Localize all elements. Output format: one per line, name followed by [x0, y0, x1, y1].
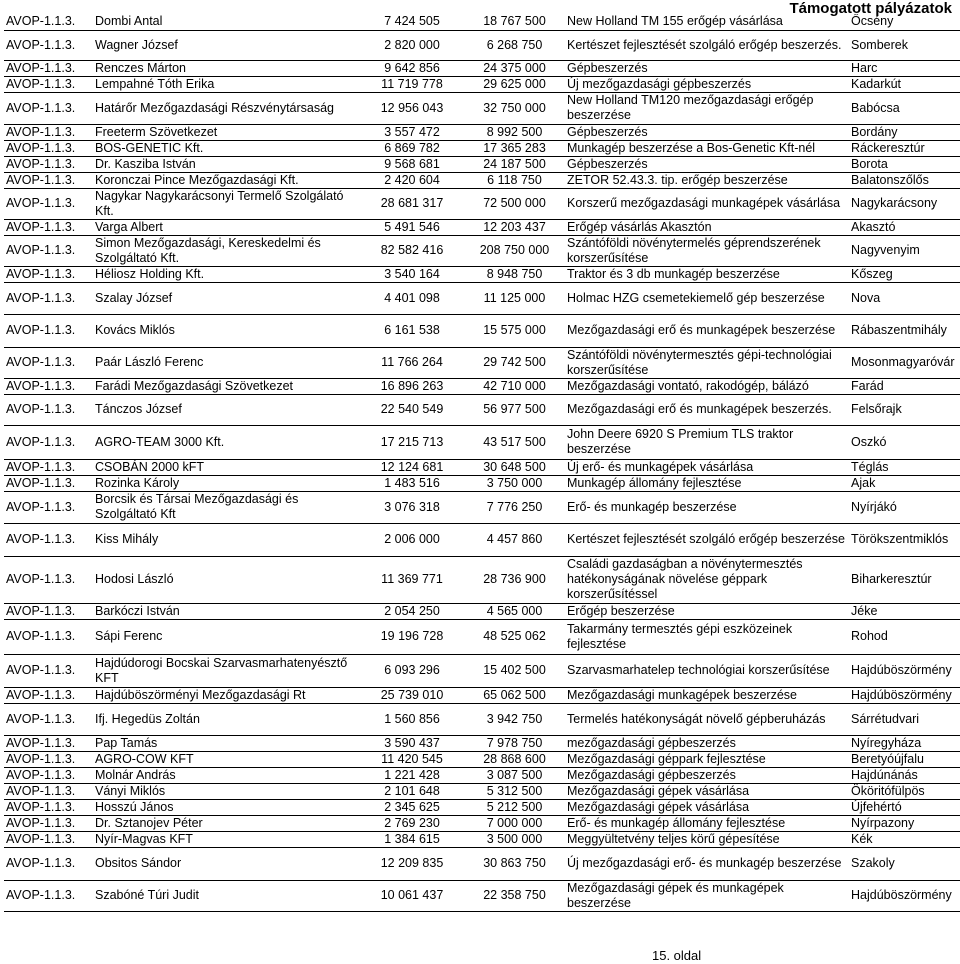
table-row	[4, 124, 960, 140]
settlement-cell: Ököritófülpös	[849, 783, 960, 799]
beneficiary-name-cell: Héliosz Holding Kft.	[93, 266, 360, 282]
settlement-cell: Jéke	[849, 603, 960, 619]
program-code-cell: AVOP-1.1.3.	[4, 394, 93, 425]
project-description-cell: Meggyültetvény teljes körű gépesítése	[565, 831, 849, 847]
eligible-cost-cell: 12 956 043	[360, 92, 464, 124]
table-row	[4, 783, 960, 799]
eligible-cost-cell: 11 369 771	[360, 556, 464, 603]
beneficiary-name-cell: Koronczai Pince Mezőgazdasági Kft.	[93, 172, 360, 188]
project-description-cell: Szántóföldi növénytermesztés gépi-technológiai korszerűsítése	[565, 347, 849, 378]
program-code-cell: AVOP-1.1.3.	[4, 60, 93, 76]
eligible-cost-cell: 10 061 437	[360, 880, 464, 911]
settlement-cell: Őcsény	[849, 14, 960, 30]
beneficiary-name-cell: Tánczos József	[93, 394, 360, 425]
grant-amount-cell: 7 000 000	[464, 815, 565, 831]
project-description-cell: Szarvasmarhatelep technológiai korszerűsítése	[565, 654, 849, 687]
settlement-cell: Szakoly	[849, 847, 960, 880]
eligible-cost-cell: 25 739 010	[360, 687, 464, 703]
table-row	[4, 235, 960, 266]
program-code-cell: AVOP-1.1.3.	[4, 603, 93, 619]
grant-amount-cell: 4 457 860	[464, 523, 565, 556]
beneficiary-name-cell: Dombi Antal	[93, 14, 360, 30]
eligible-cost-cell: 3 557 472	[360, 124, 464, 140]
settlement-cell: Farád	[849, 378, 960, 394]
project-description-cell: Gépbeszerzés	[565, 60, 849, 76]
beneficiary-name-cell: Sápi Ferenc	[93, 619, 360, 654]
grant-amount-cell: 7 978 750	[464, 735, 565, 751]
program-code-cell: AVOP-1.1.3.	[4, 188, 93, 219]
beneficiary-name-cell: Obsitos Sándor	[93, 847, 360, 880]
settlement-cell: Balatonszőlős	[849, 172, 960, 188]
settlement-cell: Kék	[849, 831, 960, 847]
program-code-cell: AVOP-1.1.3.	[4, 347, 93, 378]
table-row	[4, 266, 960, 282]
settlement-cell: Babócsa	[849, 92, 960, 124]
beneficiary-name-cell: Ványi Miklós	[93, 783, 360, 799]
project-description-cell: John Deere 6920 S Premium TLS traktor beszerzése	[565, 425, 849, 459]
grant-amount-cell: 42 710 000	[464, 378, 565, 394]
project-description-cell: Mezőgazdasági vontató, rakodógép, bálázó	[565, 378, 849, 394]
project-description-cell: Mezőgazdasági gépek vásárlása	[565, 783, 849, 799]
grant-amount-cell: 30 648 500	[464, 459, 565, 475]
eligible-cost-cell: 1 221 428	[360, 767, 464, 783]
project-description-cell: Új mezőgazdasági gépbeszerzés	[565, 76, 849, 92]
project-description-cell: Mezőgazdasági erő és munkagépek beszerzés.	[565, 394, 849, 425]
settlement-cell: Törökszentmiklós	[849, 523, 960, 556]
grant-amount-cell: 3 942 750	[464, 703, 565, 735]
table-row	[4, 459, 960, 475]
eligible-cost-cell: 28 681 317	[360, 188, 464, 219]
eligible-cost-cell: 19 196 728	[360, 619, 464, 654]
table-row	[4, 603, 960, 619]
beneficiary-name-cell: Kiss Mihály	[93, 523, 360, 556]
project-description-cell: Munkagép beszerzése a Bos-Genetic Kft-nél	[565, 140, 849, 156]
project-description-cell: New Holland TM120 mezőgazdasági erőgép beszerzése	[565, 92, 849, 124]
project-description-cell: Erő- és munkagép beszerzése	[565, 491, 849, 523]
project-description-cell: Mezőgazdasági gépek és munkagépek beszerzése	[565, 880, 849, 911]
project-description-cell: Mezőgazdasági gépbeszerzés	[565, 767, 849, 783]
program-code-cell: AVOP-1.1.3.	[4, 172, 93, 188]
table-row	[4, 523, 960, 556]
program-code-cell: AVOP-1.1.3.	[4, 767, 93, 783]
eligible-cost-cell: 16 896 263	[360, 378, 464, 394]
eligible-cost-cell: 3 540 164	[360, 266, 464, 282]
table-row	[4, 76, 960, 92]
settlement-cell: Rohod	[849, 619, 960, 654]
table-row	[4, 687, 960, 703]
table-row	[4, 703, 960, 735]
project-description-cell: ZETOR 52.43.3. tip. erőgép beszerzése	[565, 172, 849, 188]
program-code-cell: AVOP-1.1.3.	[4, 523, 93, 556]
settlement-cell: Ráckeresztúr	[849, 140, 960, 156]
table-row	[4, 880, 960, 911]
project-description-cell: mezőgazdasági gépbeszerzés	[565, 735, 849, 751]
table-row	[4, 831, 960, 847]
grant-amount-cell: 3 750 000	[464, 475, 565, 491]
project-description-cell: Mezőgazdasági gépek vásárlása	[565, 799, 849, 815]
program-code-cell: AVOP-1.1.3.	[4, 687, 93, 703]
project-description-cell: Termelés hatékonyságát növelő gépberuházás	[565, 703, 849, 735]
program-code-cell: AVOP-1.1.3.	[4, 556, 93, 603]
project-description-cell: Mezőgazdasági erő és munkagépek beszerzése	[565, 314, 849, 347]
project-description-cell: Új erő- és munkagépek vásárlása	[565, 459, 849, 475]
project-description-cell: Erőgép vásárlás Akasztón	[565, 219, 849, 235]
beneficiary-name-cell: Szabóné Túri Judit	[93, 880, 360, 911]
beneficiary-name-cell: BOS-GENETIC Kft.	[93, 140, 360, 156]
table-row	[4, 378, 960, 394]
grant-amount-cell: 4 565 000	[464, 603, 565, 619]
beneficiary-name-cell: Ifj. Hegedüs Zoltán	[93, 703, 360, 735]
grant-amount-cell: 8 948 750	[464, 266, 565, 282]
grant-amount-cell: 3 500 000	[464, 831, 565, 847]
grant-amount-cell: 18 767 500	[464, 14, 565, 30]
grant-amount-cell: 8 992 500	[464, 124, 565, 140]
project-description-cell: Holmac HZG csemetekiemelő gép beszerzése	[565, 282, 849, 314]
beneficiary-name-cell: Rozinka Károly	[93, 475, 360, 491]
beneficiary-name-cell: Lempahné Tóth Erika	[93, 76, 360, 92]
grant-amount-cell: 5 212 500	[464, 799, 565, 815]
settlement-cell: Bordány	[849, 124, 960, 140]
program-code-cell: AVOP-1.1.3.	[4, 140, 93, 156]
table-row	[4, 475, 960, 491]
table-row	[4, 735, 960, 751]
settlement-cell: Ajak	[849, 475, 960, 491]
beneficiary-name-cell: Molnár András	[93, 767, 360, 783]
grant-amount-cell: 22 358 750	[464, 880, 565, 911]
table-row	[4, 847, 960, 880]
eligible-cost-cell: 3 590 437	[360, 735, 464, 751]
grant-amount-cell: 5 312 500	[464, 783, 565, 799]
beneficiary-name-cell: Farádi Mezőgazdasági Szövetkezet	[93, 378, 360, 394]
settlement-cell: Hajdúböszörmény	[849, 687, 960, 703]
beneficiary-name-cell: Dr. Sztanojev Péter	[93, 815, 360, 831]
eligible-cost-cell: 12 209 835	[360, 847, 464, 880]
table-row	[4, 14, 960, 30]
program-code-cell: AVOP-1.1.3.	[4, 880, 93, 911]
program-code-cell: AVOP-1.1.3.	[4, 815, 93, 831]
eligible-cost-cell: 3 076 318	[360, 491, 464, 523]
eligible-cost-cell: 11 719 778	[360, 76, 464, 92]
settlement-cell: Somberek	[849, 30, 960, 60]
project-description-cell: New Holland TM 155 erőgép vásárlása	[565, 14, 849, 30]
table-row	[4, 156, 960, 172]
project-description-cell: Kertészet fejlesztését szolgáló erőgép beszerzése	[565, 523, 849, 556]
program-code-cell: AVOP-1.1.3.	[4, 124, 93, 140]
beneficiary-name-cell: Hajdúdorogi Bocskai Szarvasmarhatenyésztő KFT	[93, 654, 360, 687]
program-code-cell: AVOP-1.1.3.	[4, 314, 93, 347]
project-description-cell: Kertészet fejlesztését szolgáló erőgép beszerzés.	[565, 30, 849, 60]
settlement-cell: Nyírjákó	[849, 491, 960, 523]
program-code-cell: AVOP-1.1.3.	[4, 235, 93, 266]
settlement-cell: Oszkó	[849, 425, 960, 459]
beneficiary-name-cell: Barkóczi István	[93, 603, 360, 619]
project-description-cell: Munkagép állomány fejlesztése	[565, 475, 849, 491]
settlement-cell: Akasztó	[849, 219, 960, 235]
program-code-cell: AVOP-1.1.3.	[4, 831, 93, 847]
beneficiary-name-cell: Hodosi László	[93, 556, 360, 603]
beneficiary-name-cell: Hajdúböszörményi Mezőgazdasági Rt	[93, 687, 360, 703]
table-row	[4, 347, 960, 378]
project-description-cell: Gépbeszerzés	[565, 124, 849, 140]
grant-amount-cell: 32 750 000	[464, 92, 565, 124]
beneficiary-name-cell: AGRO-TEAM 3000 Kft.	[93, 425, 360, 459]
grant-amount-cell: 43 517 500	[464, 425, 565, 459]
grant-amount-cell: 48 525 062	[464, 619, 565, 654]
project-description-cell: Mezőgazdasági munkagépek beszerzése	[565, 687, 849, 703]
settlement-cell: Nagykarácsony	[849, 188, 960, 219]
table-row	[4, 799, 960, 815]
eligible-cost-cell: 4 401 098	[360, 282, 464, 314]
grant-amount-cell: 30 863 750	[464, 847, 565, 880]
table-row	[4, 188, 960, 219]
program-code-cell: AVOP-1.1.3.	[4, 475, 93, 491]
eligible-cost-cell: 11 420 545	[360, 751, 464, 767]
settlement-cell: Hajdúböszörmény	[849, 654, 960, 687]
program-code-cell: AVOP-1.1.3.	[4, 156, 93, 172]
eligible-cost-cell: 2 769 230	[360, 815, 464, 831]
beneficiary-name-cell: Kovács Miklós	[93, 314, 360, 347]
grant-amount-cell: 56 977 500	[464, 394, 565, 425]
project-description-cell: Gépbeszerzés	[565, 156, 849, 172]
program-code-cell: AVOP-1.1.3.	[4, 282, 93, 314]
grant-amount-cell: 15 402 500	[464, 654, 565, 687]
beneficiary-name-cell: AGRO-COW KFT	[93, 751, 360, 767]
beneficiary-name-cell: Borcsik és Társai Mezőgazdasági és Szolgáltató Kft	[93, 491, 360, 523]
grant-amount-cell: 15 575 000	[464, 314, 565, 347]
program-code-cell: AVOP-1.1.3.	[4, 76, 93, 92]
beneficiary-name-cell: Határőr Mezőgazdasági Részvénytársaság	[93, 92, 360, 124]
table-row	[4, 282, 960, 314]
table-row	[4, 425, 960, 459]
table-row	[4, 219, 960, 235]
grant-amount-cell: 24 375 000	[464, 60, 565, 76]
settlement-cell: Újfehértó	[849, 799, 960, 815]
program-code-cell: AVOP-1.1.3.	[4, 847, 93, 880]
settlement-cell: Téglás	[849, 459, 960, 475]
table-row	[4, 654, 960, 687]
program-code-cell: AVOP-1.1.3.	[4, 491, 93, 523]
grant-amount-cell: 28 736 900	[464, 556, 565, 603]
beneficiary-name-cell: Hosszú János	[93, 799, 360, 815]
project-description-cell: Erő- és munkagép állomány fejlesztése	[565, 815, 849, 831]
settlement-cell: Kőszeg	[849, 266, 960, 282]
project-description-cell: Családi gazdaságban a növénytermesztés hatékonyságának növelése géppark korszerűsítéssel	[565, 556, 849, 603]
eligible-cost-cell: 82 582 416	[360, 235, 464, 266]
table-row	[4, 491, 960, 523]
grant-amount-cell: 11 125 000	[464, 282, 565, 314]
table-row	[4, 172, 960, 188]
grant-amount-cell: 208 750 000	[464, 235, 565, 266]
eligible-cost-cell: 12 124 681	[360, 459, 464, 475]
settlement-cell: Felsőrajk	[849, 394, 960, 425]
page-number: 15. oldal	[652, 948, 702, 963]
beneficiary-name-cell: Szalay József	[93, 282, 360, 314]
settlement-cell: Mosonmagyaróvár	[849, 347, 960, 378]
table-row	[4, 751, 960, 767]
project-description-cell: Traktor és 3 db munkagép beszerzése	[565, 266, 849, 282]
table-row	[4, 314, 960, 347]
settlement-cell: Nagyvenyim	[849, 235, 960, 266]
program-code-cell: AVOP-1.1.3.	[4, 703, 93, 735]
beneficiary-name-cell: Wagner József	[93, 30, 360, 60]
table-row	[4, 140, 960, 156]
program-code-cell: AVOP-1.1.3.	[4, 735, 93, 751]
project-description-cell: Erőgép beszerzése	[565, 603, 849, 619]
eligible-cost-cell: 6 161 538	[360, 314, 464, 347]
settlement-cell: Rábaszentmihály	[849, 314, 960, 347]
grant-amount-cell: 12 203 437	[464, 219, 565, 235]
grant-amount-cell: 65 062 500	[464, 687, 565, 703]
settlement-cell: Sárrétudvari	[849, 703, 960, 735]
project-description-cell: Szántóföldi növénytermelés géprendszerének korszerűsítése	[565, 235, 849, 266]
eligible-cost-cell: 2 054 250	[360, 603, 464, 619]
eligible-cost-cell: 9 642 856	[360, 60, 464, 76]
grant-amount-cell: 6 118 750	[464, 172, 565, 188]
settlement-cell: Hajdúböszörmény	[849, 880, 960, 911]
beneficiary-name-cell: Nyír-Magvas KFT	[93, 831, 360, 847]
grant-amount-cell: 3 087 500	[464, 767, 565, 783]
eligible-cost-cell: 6 093 296	[360, 654, 464, 687]
grant-amount-cell: 17 365 283	[464, 140, 565, 156]
grant-amount-cell: 72 500 000	[464, 188, 565, 219]
table-row	[4, 619, 960, 654]
grant-amount-cell: 29 625 000	[464, 76, 565, 92]
grant-amount-cell: 29 742 500	[464, 347, 565, 378]
beneficiary-name-cell: Varga Albert	[93, 219, 360, 235]
eligible-cost-cell: 2 820 000	[360, 30, 464, 60]
page-title: Támogatott pályázatok	[789, 0, 952, 17]
beneficiary-name-cell: Nagykar Nagykarácsonyi Termelő Szolgálató Kft.	[93, 188, 360, 219]
eligible-cost-cell: 1 483 516	[360, 475, 464, 491]
grant-amount-cell: 28 868 600	[464, 751, 565, 767]
settlement-cell: Nova	[849, 282, 960, 314]
program-code-cell: AVOP-1.1.3.	[4, 378, 93, 394]
program-code-cell: AVOP-1.1.3.	[4, 92, 93, 124]
table-row	[4, 92, 960, 124]
program-code-cell: AVOP-1.1.3.	[4, 219, 93, 235]
program-code-cell: AVOP-1.1.3.	[4, 14, 93, 30]
eligible-cost-cell: 5 491 546	[360, 219, 464, 235]
settlement-cell: Beretyóújfalu	[849, 751, 960, 767]
settlement-cell: Harc	[849, 60, 960, 76]
eligible-cost-cell: 11 766 264	[360, 347, 464, 378]
settlement-cell: Hajdúnánás	[849, 767, 960, 783]
table-row	[4, 767, 960, 783]
table-row	[4, 815, 960, 831]
program-code-cell: AVOP-1.1.3.	[4, 425, 93, 459]
eligible-cost-cell: 22 540 549	[360, 394, 464, 425]
eligible-cost-cell: 9 568 681	[360, 156, 464, 172]
beneficiary-name-cell: CSOBÁN 2000 kFT	[93, 459, 360, 475]
grants-table	[4, 14, 960, 912]
program-code-cell: AVOP-1.1.3.	[4, 799, 93, 815]
settlement-cell: Borota	[849, 156, 960, 172]
program-code-cell: AVOP-1.1.3.	[4, 30, 93, 60]
project-description-cell: Korszerű mezőgazdasági munkagépek vásárlása	[565, 188, 849, 219]
eligible-cost-cell: 17 215 713	[360, 425, 464, 459]
grant-amount-cell: 24 187 500	[464, 156, 565, 172]
grants-table-body	[4, 14, 960, 911]
eligible-cost-cell: 7 424 505	[360, 14, 464, 30]
eligible-cost-cell: 2 420 604	[360, 172, 464, 188]
eligible-cost-cell: 2 006 000	[360, 523, 464, 556]
program-code-cell: AVOP-1.1.3.	[4, 266, 93, 282]
settlement-cell: Kadarkút	[849, 76, 960, 92]
grant-amount-cell: 6 268 750	[464, 30, 565, 60]
project-description-cell: Takarmány termesztés gépi eszközeinek fejlesztése	[565, 619, 849, 654]
program-code-cell: AVOP-1.1.3.	[4, 751, 93, 767]
beneficiary-name-cell: Pap Tamás	[93, 735, 360, 751]
beneficiary-name-cell: Freeterm Szövetkezet	[93, 124, 360, 140]
project-description-cell: Mezőgazdasági géppark fejlesztése	[565, 751, 849, 767]
beneficiary-name-cell: Dr. Kasziba István	[93, 156, 360, 172]
eligible-cost-cell: 6 869 782	[360, 140, 464, 156]
eligible-cost-cell: 1 384 615	[360, 831, 464, 847]
settlement-cell: Nyíregyháza	[849, 735, 960, 751]
table-row	[4, 556, 960, 603]
settlement-cell: Biharkeresztúr	[849, 556, 960, 603]
beneficiary-name-cell: Paár László Ferenc	[93, 347, 360, 378]
table-row	[4, 30, 960, 60]
eligible-cost-cell: 2 101 648	[360, 783, 464, 799]
table-row	[4, 60, 960, 76]
table-row	[4, 394, 960, 425]
beneficiary-name-cell: Renczes Márton	[93, 60, 360, 76]
settlement-cell: Nyírpazony	[849, 815, 960, 831]
grant-amount-cell: 7 776 250	[464, 491, 565, 523]
eligible-cost-cell: 2 345 625	[360, 799, 464, 815]
program-code-cell: AVOP-1.1.3.	[4, 654, 93, 687]
program-code-cell: AVOP-1.1.3.	[4, 459, 93, 475]
program-code-cell: AVOP-1.1.3.	[4, 783, 93, 799]
program-code-cell: AVOP-1.1.3.	[4, 619, 93, 654]
beneficiary-name-cell: Simon Mezőgazdasági, Kereskedelmi és Szolgáltató Kft.	[93, 235, 360, 266]
project-description-cell: Új mezőgazdasági erő- és munkagép beszerzése	[565, 847, 849, 880]
eligible-cost-cell: 1 560 856	[360, 703, 464, 735]
